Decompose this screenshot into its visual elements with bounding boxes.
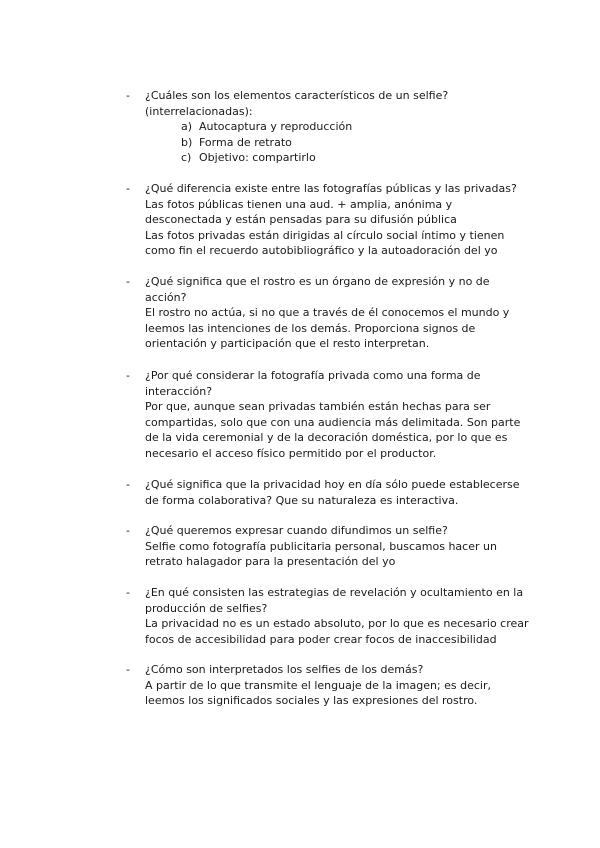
answer-line: desconectada y están pensadas para su difusión pública [145,213,457,226]
question-line: ¿Cómo son interpretados los selfies de los demás? [145,663,424,676]
answer-line: Selfie como fotografía publicitaria personal, buscamos hacer un [145,539,497,553]
question-line: ¿Qué significa que el rostro es un órgano de expresión y no de [145,275,490,288]
question-line: interacción? [145,384,213,398]
question-line: producción de selfies? [145,601,268,615]
question-line: ¿Qué significa que la privacidad hoy en día sólo puede establecerse [145,478,520,491]
list-bullet: - [126,586,130,599]
answer-line: Las fotos públicas tienen una aud. + amplia, anónima y [145,197,453,211]
qa-item-5 [126,477,526,508]
qa-item-2 [126,181,526,259]
answer-line: focos de accesibilidad para poder crear focos de inaccesibilidad [145,632,497,646]
qa-item-8 [126,662,526,709]
answer-line: A partir de lo que transmite el lenguaje de la imagen; es decir, [145,678,492,692]
answer-line: La privacidad no es un estado absoluto, por lo que es necesario crear [145,617,529,630]
answer-line: Las fotos privadas están dirigidas al círculo social íntimo y tienen [145,228,505,242]
question-line: de forma colaborativa? Que su naturaleza es interactiva. [145,493,459,507]
list-bullet: - [126,369,130,382]
qa-item-4 [126,368,526,461]
answer-line: necesario el acceso físico permitido por el productor. [145,446,437,460]
answer-line: Por que, aunque sean privadas también están hechas para ser [145,400,491,413]
question-line: ¿En qué consisten las estrategias de revelación y ocultamiento en la [145,586,524,599]
answer-line: leemos las intenciones de los demás. Proporciona signos de [145,321,476,335]
qa-item-6 [126,523,526,570]
sublist-marker: b) [181,135,193,149]
answer-line: como fin el recuerdo autobibliográfico y la autoadoración del yo [145,244,498,257]
question-line: (interrelacionadas): [145,104,253,118]
answer-line: retrato halagador para la presentación del yo [145,555,396,568]
sublist-marker: a) [181,120,193,133]
sublist-item [181,119,526,135]
sublist-item [181,135,526,151]
sublist-text: Forma de retrato [199,135,292,149]
sublist [145,119,526,166]
answer-line: leemos los significados sociales y las expresiones del rostro. [145,694,478,707]
question-line: ¿Qué diferencia existe entre las fotografías públicas y las privadas? [145,182,517,195]
list-bullet: - [126,524,130,537]
answer-line: orientación y participación que el resto interpretan. [145,337,430,350]
question-line: acción? [145,290,187,304]
question-line: ¿Qué queremos expresar cuando difundimos un selfie? [145,524,448,537]
qa-item-7 [126,585,529,647]
list-bullet: - [126,89,130,102]
answer-line: de la vida ceremonial y de la decoración doméstica, por lo que es [145,431,508,444]
sublist-item [181,150,526,166]
sublist-text: Objetivo: compartirlo [199,151,316,164]
list-bullet: - [126,275,130,288]
list-bullet: - [126,182,130,195]
qa-item-1 [126,88,526,166]
sublist-text: Autocaptura y reproducción [199,120,353,133]
list-bullet: - [126,663,130,676]
qa-item-3 [126,274,526,352]
answer-line: compartidas, solo que con una audiencia más delimitada. Son parte [145,415,521,429]
answer-line: El rostro no actúa, si no que a través de él conocemos el mundo y [145,306,510,319]
list-bullet: - [126,478,130,491]
sublist-marker: c) [181,151,192,164]
question-line: ¿Por qué considerar la fotografía privada como una forma de [145,369,481,382]
question-line: ¿Cuáles son los elementos característicos de un selfie? [145,89,449,102]
